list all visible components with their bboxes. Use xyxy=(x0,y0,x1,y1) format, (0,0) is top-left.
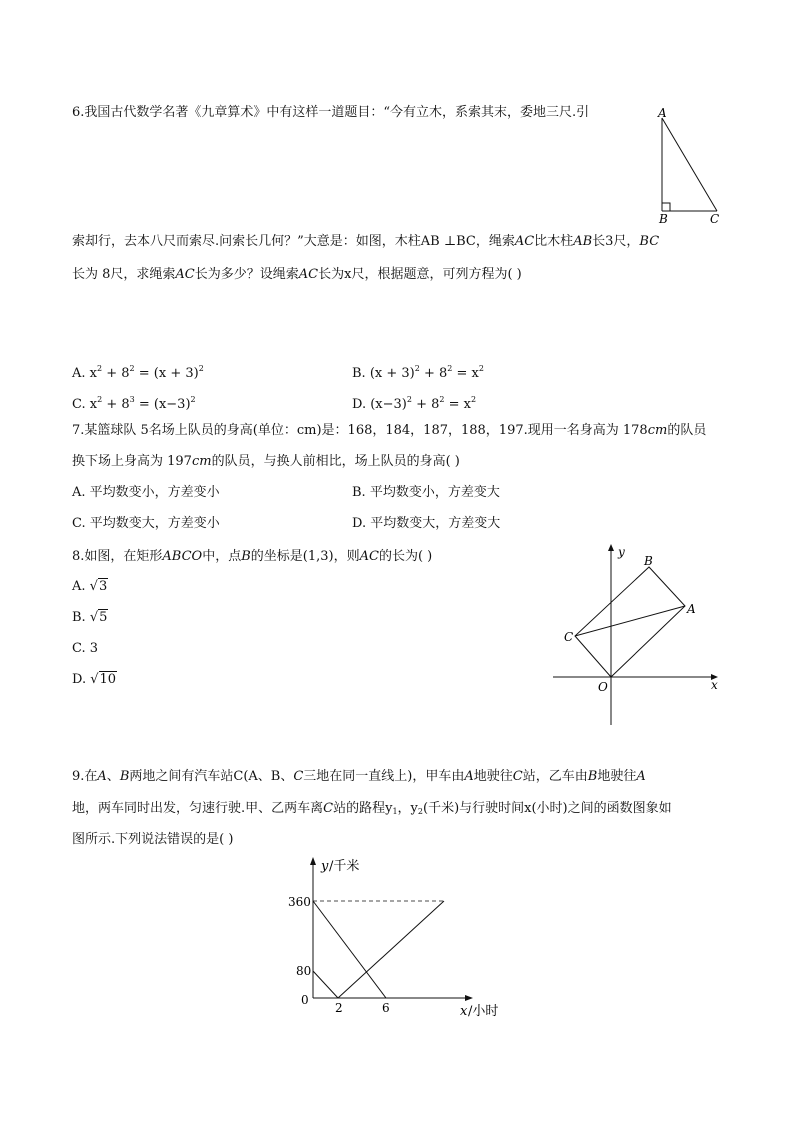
q9-line2-sub2: 2 xyxy=(417,807,423,816)
q9-xlabel-unit: /小时 xyxy=(468,1004,499,1019)
q8-rectangle-figure xyxy=(550,542,730,727)
q8-label-a: A xyxy=(687,602,696,616)
q8-label-x: x xyxy=(711,678,718,692)
q8-option-b[interactable] xyxy=(72,609,108,627)
q9-graph xyxy=(278,855,528,1020)
q9-line-yi-up xyxy=(338,901,444,998)
q9-line1-d: B xyxy=(119,769,130,784)
q6-label-c: C xyxy=(710,212,720,226)
q9-line2-e: ，y xyxy=(397,801,418,816)
q6-option-a-p2: + 8 xyxy=(102,366,130,381)
q9-line1-g: 三地在同一直线上)，甲车由 xyxy=(303,769,465,784)
q9-y-axis-arrow xyxy=(310,857,316,865)
q6-line2 xyxy=(72,233,659,251)
q9-line2-b: C xyxy=(323,801,334,816)
q9-line1-b: A xyxy=(97,769,107,784)
q6-option-c-p2: + 8 xyxy=(102,397,130,412)
q6-line2-var-ac: AC xyxy=(514,234,535,249)
q7-line1-unit: cm xyxy=(647,423,668,438)
q7-option-c[interactable]: C. 平均数变大，方差变小 xyxy=(72,516,220,531)
q6-option-b-label: B. xyxy=(352,366,370,381)
q7-line1-text-c: 的队员 xyxy=(667,423,707,438)
q6-option-d-p3: = x xyxy=(444,397,471,412)
q9-tick-2: 2 xyxy=(335,1001,343,1015)
q9-line2 xyxy=(72,800,672,821)
q8-stem-c: 中，点 xyxy=(202,549,242,564)
q6-option-b-e1: 2 xyxy=(414,364,420,373)
q8-label-b: B xyxy=(644,554,653,568)
q9-x-axis-arrow xyxy=(465,995,473,1001)
q9-tick-6: 6 xyxy=(382,1001,390,1015)
q9-ylabel-unit: /千米 xyxy=(329,859,360,874)
q6-side-ac xyxy=(662,118,717,211)
q8-option-b-label: B. xyxy=(72,610,90,625)
q6-line1 xyxy=(72,104,589,122)
q8-option-b-sqrt: √5 xyxy=(89,610,108,625)
q6-option-a-e2: 2 xyxy=(129,364,135,373)
q8-stem-g: 的长为( ) xyxy=(378,549,433,564)
q9-line-yi-down xyxy=(313,971,338,998)
q6-option-d-e1: 2 xyxy=(406,395,412,404)
q8-rectangle-abco xyxy=(575,567,685,677)
q9-line1-a: 9.在 xyxy=(72,769,98,784)
q6-line3-var-ac2: AC xyxy=(298,267,319,282)
q7-line1 xyxy=(72,422,706,440)
q6-line2-var-ab: AB xyxy=(573,234,593,249)
q9-line1-f: C xyxy=(293,769,304,784)
q6-option-d-label: D. xyxy=(352,397,371,412)
q7-line2-text-c: 的队员，与换人前相比，场上队员的身高( ) xyxy=(211,454,460,469)
q8-option-a-radicand: 3 xyxy=(98,579,108,594)
q9-line2-g: (千米)与行驶时间x(小时)之间的函数图象如 xyxy=(423,801,672,816)
q6-line2-text-a: 索却行，去本八尺而索尽.问索长几何？”大意是：如图，木柱AB ⊥BC，绳索 xyxy=(72,234,515,249)
q9-line1-h: A xyxy=(464,769,474,784)
q9-xlabel-var: x xyxy=(460,1004,468,1019)
q6-option-d-e3: 2 xyxy=(471,395,477,404)
q6-option-b[interactable] xyxy=(352,360,484,383)
q9-line1-e: 两地之间有汽车站C(A、B、 xyxy=(129,769,294,784)
q6-option-a-e1: 2 xyxy=(97,364,103,373)
q8-option-a-sqrt: √3 xyxy=(89,579,108,594)
q6-option-b-e2: 2 xyxy=(447,364,453,373)
q7-line2-text-a: 换下场上身高为 197 xyxy=(72,454,192,469)
q6-line2-var-bc: BC xyxy=(639,234,660,249)
q9-line1-m: 地驶往 xyxy=(597,769,637,784)
q8-option-a[interactable] xyxy=(72,578,108,596)
q6-option-c-p3: = (x−3) xyxy=(134,397,191,412)
q8-option-d[interactable] xyxy=(72,671,117,689)
q8-stem-ac: AC xyxy=(359,549,379,564)
q8-y-axis-arrow xyxy=(608,544,614,551)
q6-option-a-p3: = (x + 3) xyxy=(134,366,199,381)
q6-option-b-p1: (x + 3) xyxy=(369,366,415,381)
q8-stem-a: 8.如图，在矩形 xyxy=(72,549,163,564)
q6-option-a-e3: 2 xyxy=(198,364,204,373)
q6-triangle-figure xyxy=(650,104,730,234)
q6-option-d[interactable] xyxy=(352,391,476,414)
q6-line3-text-e: 长为x尺，根据题意，可列方程为( ) xyxy=(318,267,522,282)
q7-option-b[interactable]: B. 平均数变小，方差变大 xyxy=(352,485,500,500)
q8-stem xyxy=(72,548,432,566)
q6-label-b: B xyxy=(659,212,668,226)
q6-option-c-p1: x xyxy=(89,397,98,412)
q6-label-a: A xyxy=(658,106,667,120)
q6-line3-text-a: 长为 8尺，求绳索 xyxy=(72,267,176,282)
q9-line1-i: 地驶往 xyxy=(473,769,513,784)
q9-tick-0: 0 xyxy=(301,993,309,1007)
q8-option-a-label: A. xyxy=(72,579,90,594)
q9-line2-sub1: 1 xyxy=(392,807,398,816)
q9-line2-a: 地，两车同时出发，匀速行驶.甲、乙两车离 xyxy=(72,801,324,816)
q8-option-b-radicand: 5 xyxy=(99,610,108,625)
q8-option-c[interactable]: C. 3 xyxy=(72,641,99,656)
q8-stem-abco: ABCO xyxy=(162,549,203,564)
q8-option-d-label: D. xyxy=(72,672,91,687)
q6-option-c[interactable] xyxy=(72,391,196,414)
q9-line2-c: 站的路程y xyxy=(333,801,393,816)
q6-option-d-p2: + 8 xyxy=(411,397,440,412)
q9-ylabel-var: y xyxy=(321,859,329,874)
q7-option-d[interactable]: D. 平均数变大，方差变大 xyxy=(352,516,501,531)
q6-line3 xyxy=(72,266,522,284)
q6-line3-var-ac: AC xyxy=(175,267,195,282)
q6-option-a-label: A. xyxy=(72,366,90,381)
q9-line1-k: 站，乙车由 xyxy=(522,769,588,784)
q6-line2-text-e: 长3尺， xyxy=(592,234,640,249)
q8-option-d-sqrt: √10 xyxy=(90,672,117,687)
q6-option-a-p1: x xyxy=(89,366,97,381)
q7-line1-text-a: 7.某篮球队 5名场上队员的身高(单位：cm)是：168，184，187，188，197.现用一名身高为 178 xyxy=(72,423,648,438)
q7-line2 xyxy=(72,453,460,471)
q9-line1 xyxy=(72,768,646,786)
q6-option-d-e2: 2 xyxy=(439,395,445,404)
q8-stem-b: B xyxy=(241,549,251,564)
q9-line1-n: A xyxy=(636,769,646,784)
q6-option-c-e3: 2 xyxy=(190,395,196,404)
q6-line2-text-c: 比木柱 xyxy=(534,234,574,249)
q6-line3-text-c: 长为多少？设绳索 xyxy=(194,267,299,282)
q7-option-a[interactable]: A. 平均数变小，方差变小 xyxy=(72,485,220,500)
q6-right-angle-mark xyxy=(662,203,670,211)
q6-option-c-e1: 2 xyxy=(97,395,103,404)
q8-label-y: y xyxy=(618,545,625,559)
q6-option-b-e3: 2 xyxy=(478,364,484,373)
q6-line1-text: 6.我国古代数学名著《九章算术》中有这样一道题目：“今有立木，系索其末，委地三尺.引 xyxy=(72,105,590,120)
q9-line3: 图所示.下列说法错误的是( ) xyxy=(72,832,234,847)
q9-line1-c: 、 xyxy=(106,769,120,784)
q6-option-d-p1: (x−3) xyxy=(370,397,407,412)
q6-option-a[interactable] xyxy=(72,360,204,383)
q7-line2-unit: cm xyxy=(191,454,212,469)
q6-option-c-e2: 3 xyxy=(129,395,135,404)
q8-label-c: C xyxy=(564,630,574,644)
q9-line1-l: B xyxy=(587,769,598,784)
q6-option-c-label: C. xyxy=(72,397,90,412)
q8-option-d-radicand: 10 xyxy=(99,672,117,687)
q9-tick-360: 360 xyxy=(288,895,311,909)
q8-label-o: O xyxy=(598,680,608,694)
q9-tick-80: 80 xyxy=(296,964,312,978)
q6-option-b-p2: + 8 xyxy=(419,366,448,381)
q9-line1-j: C xyxy=(512,769,523,784)
q8-stem-e: 的坐标是(1,3)，则 xyxy=(250,549,360,564)
q6-option-b-p3: = x xyxy=(452,366,479,381)
